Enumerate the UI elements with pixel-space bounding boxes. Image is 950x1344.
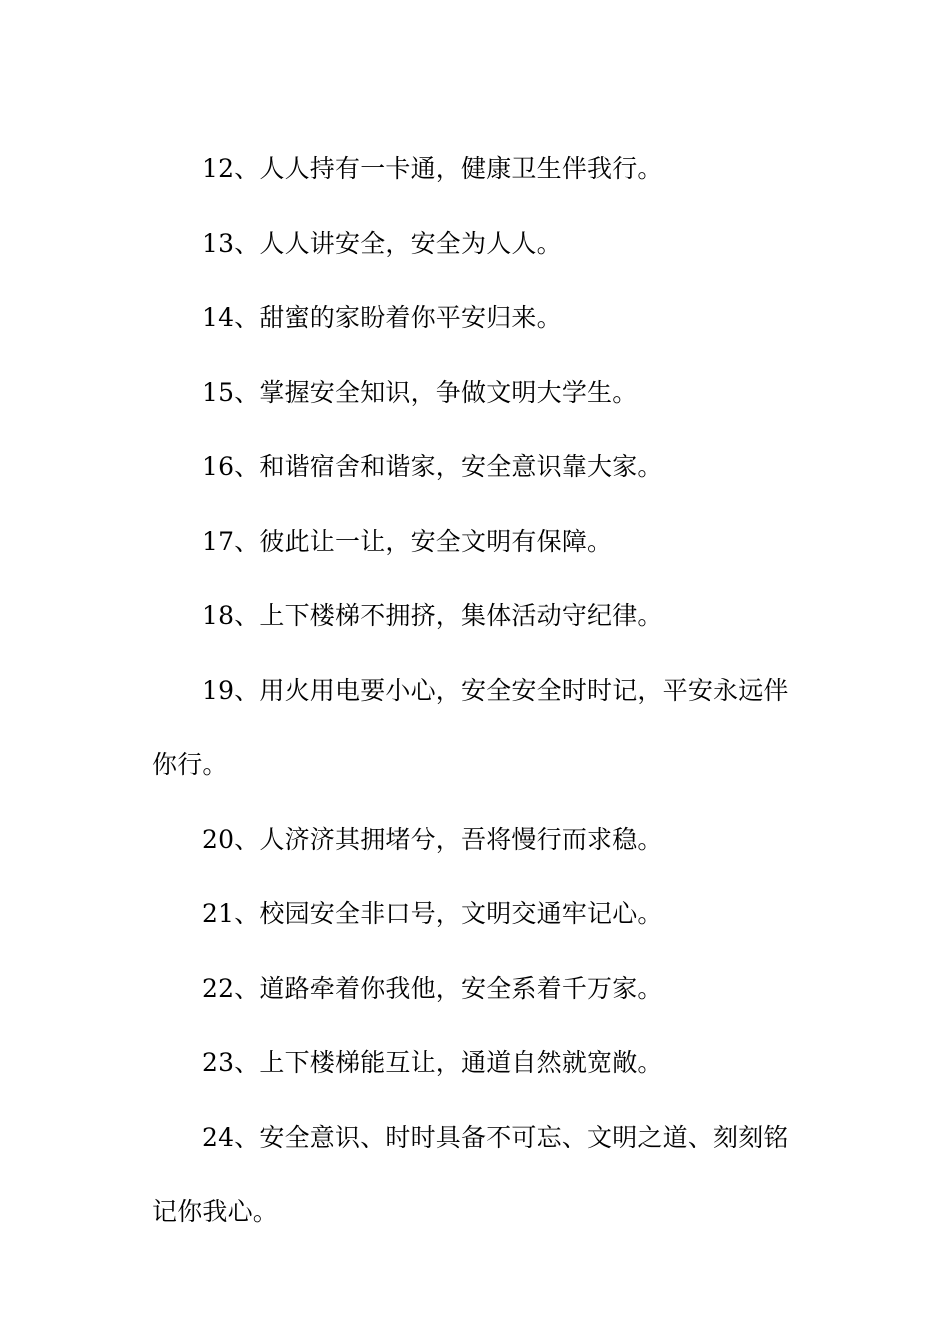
paragraph-19: 19、用火用电要小心，安全安全时时记，平安永远伴你行。 (152, 675, 789, 779)
paragraph-17: 17、彼此让一让，安全文明有保障。 (202, 526, 613, 556)
paragraph-12: 12、人人持有一卡通，健康卫生伴我行。 (202, 154, 663, 183)
paragraph-18: 18、上下楼梯不拥挤，集体活动守纪律。 (202, 601, 663, 630)
paragraph-13: 13、人人讲安全，安全为人人。 (202, 228, 562, 258)
paragraph-15: 15、掌握安全知识，争做文明大学生。 (202, 377, 638, 407)
paragraph-16: 16、和谐宿舍和谐家，安全意识靠大家。 (202, 452, 663, 481)
paragraph-20: 20、人济济其拥堵兮，吾将慢行而求稳。 (202, 824, 663, 854)
paragraph-14: 14、甜蜜的家盼着你平安归来。 (202, 303, 562, 332)
paragraph-22: 22、道路牵着你我他，安全系着千万家。 (202, 973, 663, 1003)
document-body (152, 132, 792, 1250)
paragraph-24: 24、安全意识、时时具备不可忘、文明之道、刻刻铭记你我心。 (152, 1122, 789, 1226)
paragraph-21: 21、校园安全非口号，文明交通牢记心。 (202, 899, 663, 928)
paragraph-23: 23、上下楼梯能互让，通道自然就宽敞。 (202, 1048, 663, 1077)
